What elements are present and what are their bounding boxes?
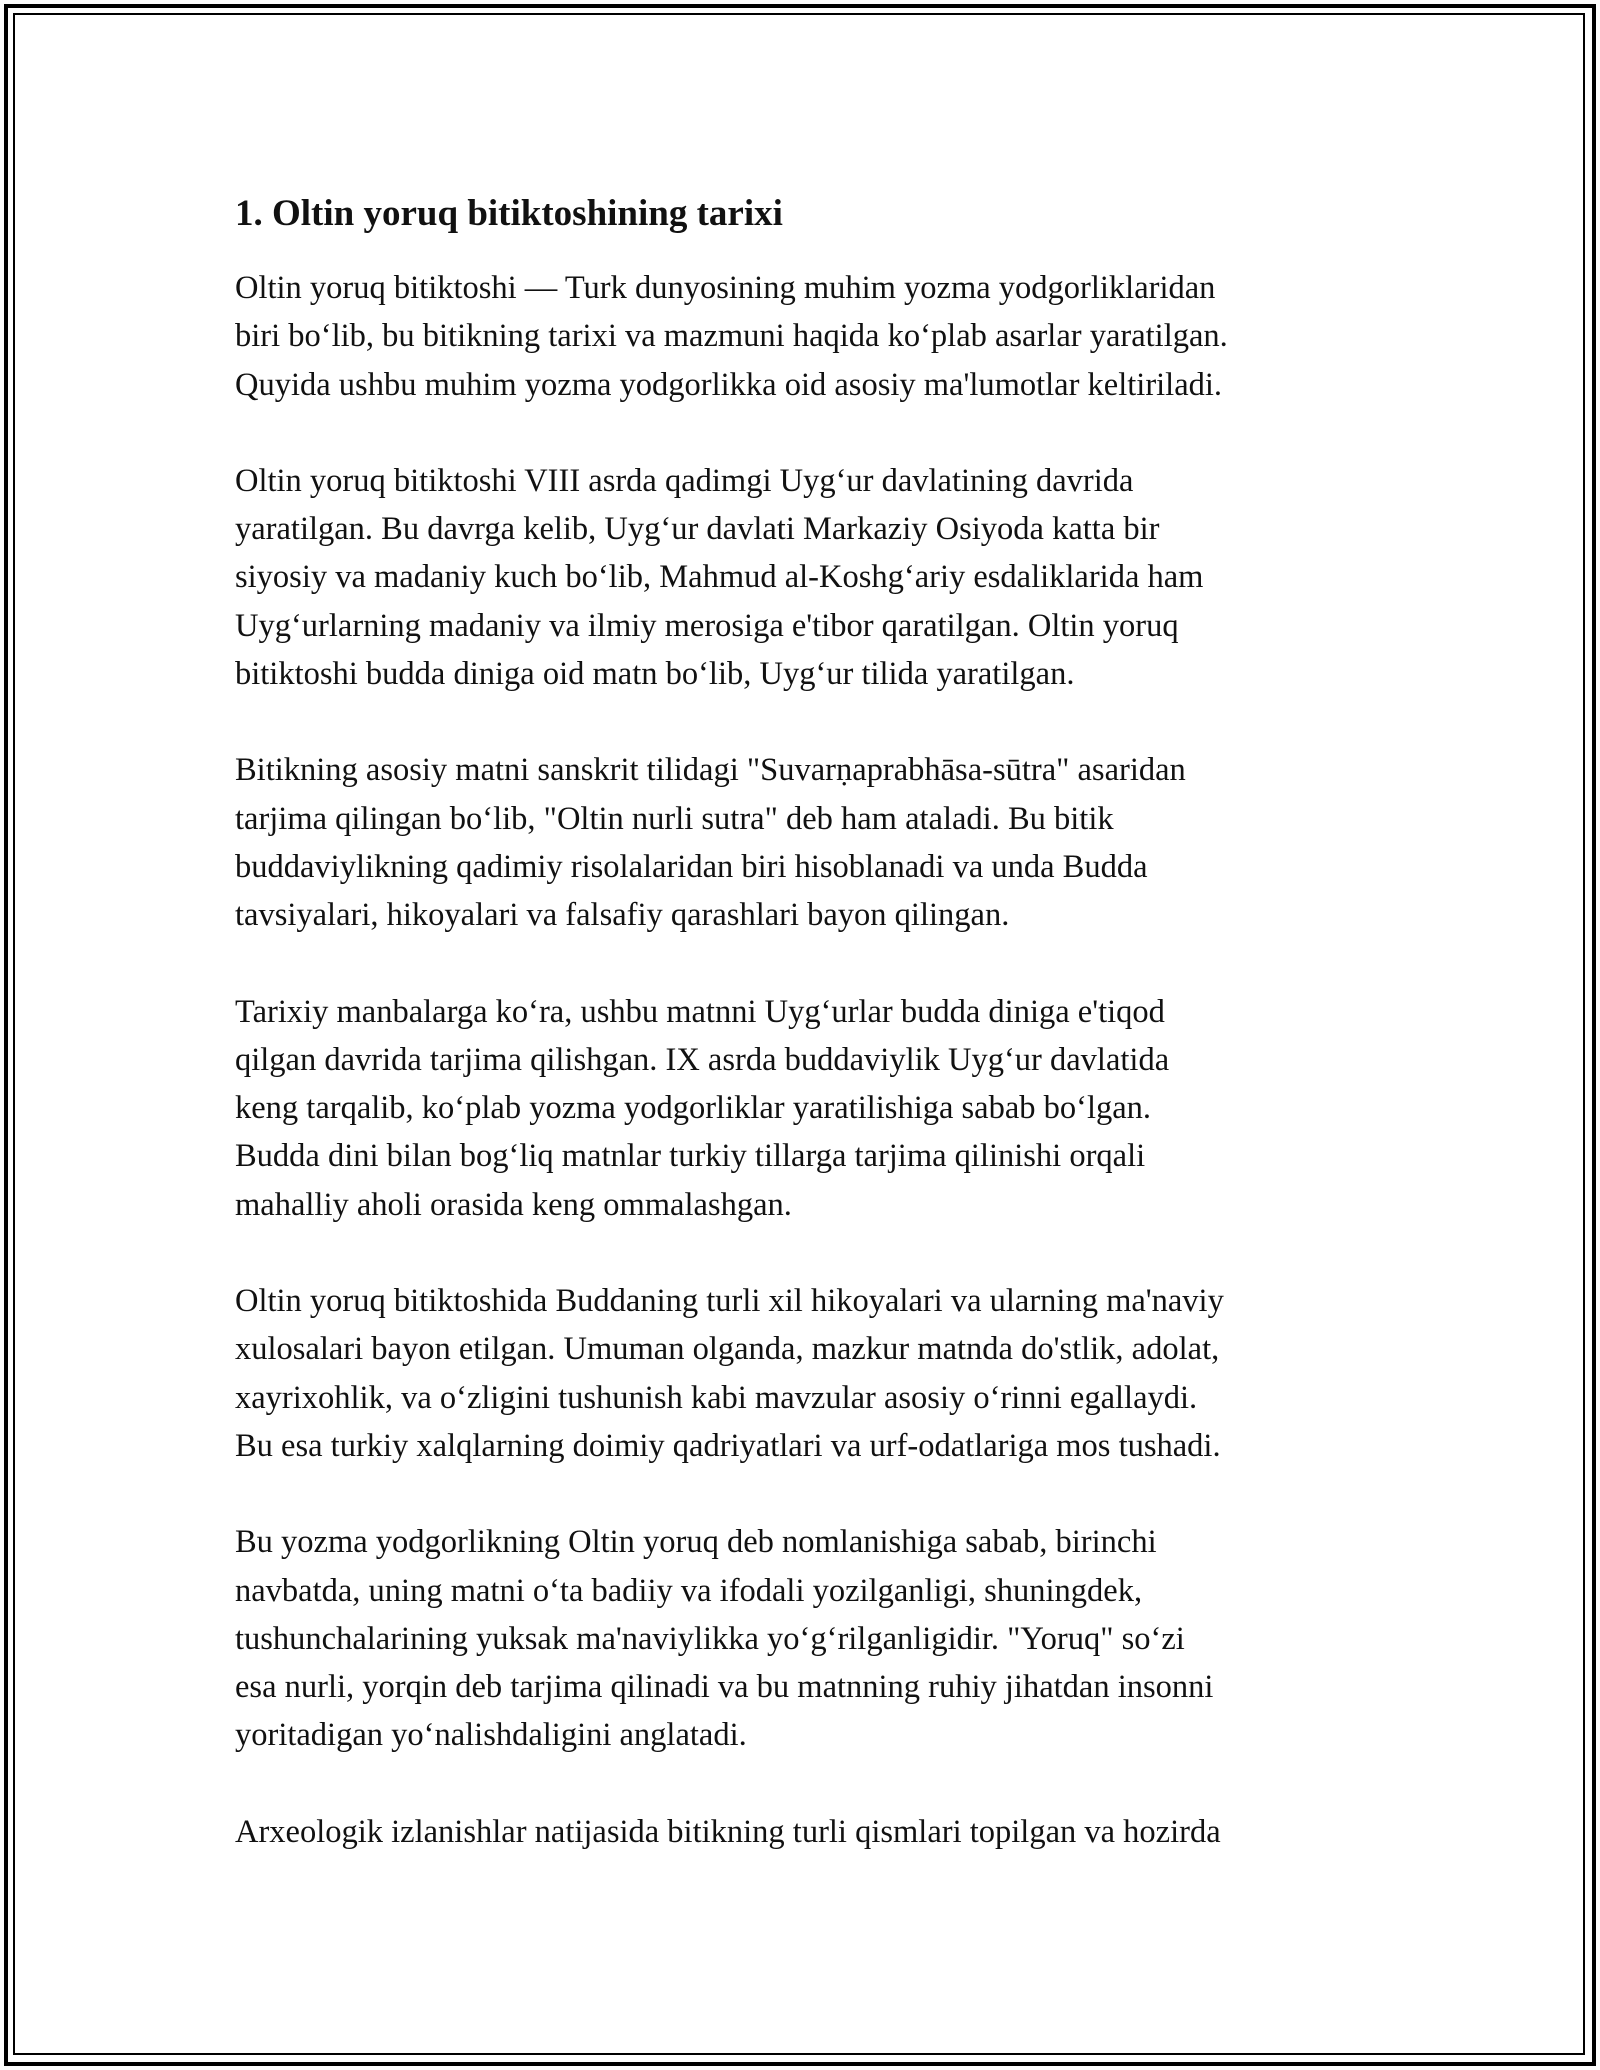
document-body (235, 190, 1365, 1904)
text-line: qilgan davrida tarjima qilishgan. IX asrda buddaviylik Uygʻur davlatida (235, 1041, 1170, 1078)
paragraph-2 (235, 457, 1365, 698)
text-line: keng tarqalib, koʻplab yozma yodgorliklar yaratilishiga sabab boʻlgan. (235, 1090, 1152, 1127)
text-line: esa nurli, yorqin deb tarjima qilinadi va bu matnning ruhiy jihatdan insonni (235, 1669, 1214, 1706)
text-line: Quyida ushbu muhim yozma yodgorlikka oid asosiy ma'lumotlar keltiriladi. (235, 366, 1223, 403)
paragraph-5 (235, 1277, 1365, 1470)
paragraph-3 (235, 746, 1365, 939)
text-line: Uygʻurlarning madaniy va ilmiy merosiga e'tibor qaratilgan. Oltin yoruq (235, 607, 1179, 644)
text-line: siyosiy va madaniy kuch boʻlib, Mahmud al-Koshgʻariy esdaliklarida ham (235, 559, 1204, 596)
text-line: tarjima qilingan boʻlib, "Oltin nurli sutra" deb ham ataladi. Bu bitik (235, 800, 1114, 837)
text-line: yoritadigan yoʻnalishdaligini anglatadi. (235, 1717, 747, 1754)
text-line: Oltin yoruq bitiktoshi — Turk dunyosining muhim yozma yodgorliklaridan (235, 270, 1216, 306)
text-line: xulosalari bayon etilgan. Umuman olganda, mazkur matnda do'stlik, adolat, (235, 1331, 1220, 1368)
text-line: bitiktoshi budda diniga oid matn boʻlib, Uygʻur tilida yaratilgan. (235, 656, 1075, 693)
text-line: Oltin yoruq bitiktoshi VIII asrda qadimgi Uygʻur davlatining davrida (235, 462, 1134, 499)
paragraph-6 (235, 1518, 1365, 1759)
text-line: biri boʻlib, bu bitikning tarixi va mazmuni haqida koʻplab asarlar yaratilgan. (235, 318, 1228, 355)
text-line: Oltin yoruq bitiktoshida Buddaning turli xil hikoyalari va ularning ma'naviy (235, 1283, 1224, 1320)
text-line: yaratilgan. Bu davrga kelib, Uygʻur davlati Markaziy Osiyoda katta bir (235, 511, 1160, 548)
text-line: tushunchalarining yuksak ma'naviylikka yoʻgʻrilganligidir. "Yoruq" soʻzi (235, 1620, 1185, 1657)
text-line: Bu esa turkiy xalqlarning doimiy qadriyatlari va urf-odatlariga mos tushadi. (235, 1427, 1221, 1464)
paragraph-1 (235, 264, 1365, 409)
text-line: tavsiyalari, hikoyalari va falsafiy qarashlari bayon qilingan. (235, 897, 1010, 934)
text-line: Budda dini bilan bogʻliq matnlar turkiy tillarga tarjima qilinishi orqali (235, 1138, 1146, 1175)
text-line: mahalliy aholi orasida keng ommalashgan. (235, 1186, 792, 1223)
paragraph-7 (235, 1808, 1365, 1856)
section-heading: 1. Oltin yoruq bitiktoshining tarixi (235, 193, 783, 234)
text-line: Tarixiy manbalarga koʻra, ushbu matnni Uygʻurlar budda diniga e'tiqod (235, 993, 1165, 1030)
text-line: Arxeologik izlanishlar natijasida bitikning turli qismlari topilgan va hozirda (235, 1813, 1221, 1850)
text-line: navbatda, uning matni oʻta badiiy va ifodali yozilganligi, shuningdek, (235, 1572, 1143, 1609)
text-line: xayrixohlik, va oʻzligini tushunish kabi mavzular asosiy oʻrinni egallaydi. (235, 1379, 1198, 1416)
paragraph-4 (235, 988, 1365, 1229)
text-line: Bitikning asosiy matni sanskrit tilidagi "Suvarṇaprabhāsa-sūtra" asaridan (235, 752, 1186, 789)
text-line: Bu yozma yodgorlikning Oltin yoruq deb nomlanishiga sabab, birinchi (235, 1524, 1157, 1561)
text-line: buddaviylikning qadimiy risolalaridan biri hisoblanadi va unda Budda (235, 848, 1148, 885)
